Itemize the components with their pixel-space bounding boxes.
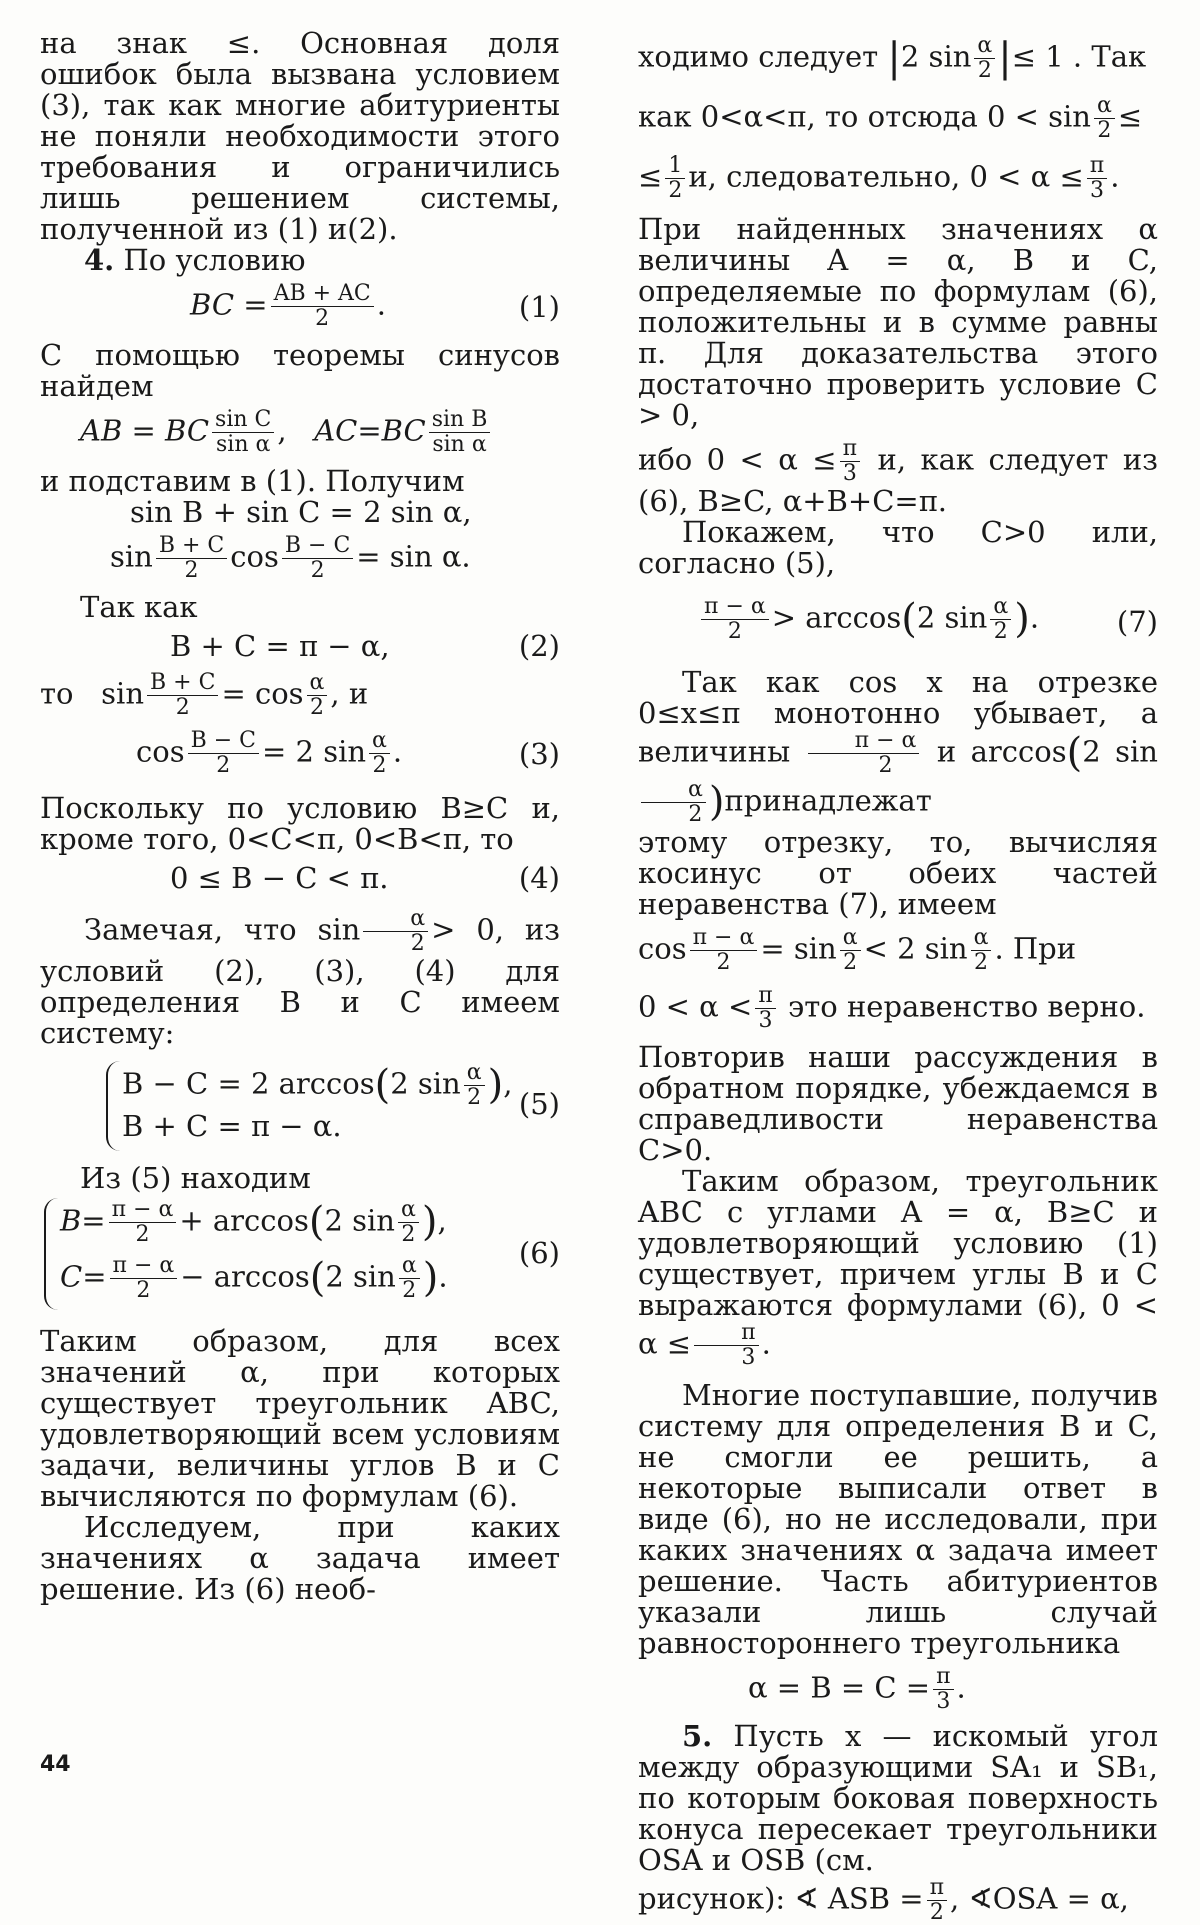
paragraph: С помощью теоремы синусов найдем xyxy=(40,338,560,403)
fraction: $\frac{\alpha}{2}$ xyxy=(363,907,428,956)
inequality-result: ≤ $\frac{1}{2}$ и, следовательно, 0 < α ≤ $\frac{\pi}{3}$ . xyxy=(638,153,1120,203)
equation-1: BC = $\frac{AB + AC}{2}$ . (1) xyxy=(190,281,560,331)
paragraph: этому отрезку, то, вычисляя косинус от обеих частей неравенства (7), имеем xyxy=(638,825,1158,921)
problem-number: 5. xyxy=(682,1719,713,1753)
equation-2: B + C = π − α, (2) xyxy=(170,629,560,663)
paragraph: Исследуем, при каких значениях α задача имеет решение. Из (6) необ- xyxy=(40,1510,560,1606)
fraction: $\frac{\text{sin C}}{\text{sin α}}$ xyxy=(212,408,274,457)
system-5 xyxy=(40,1061,560,1157)
fraction: $\frac{\alpha}{2}$ xyxy=(398,1198,419,1247)
equation-sum-sines: sin B + sin C = 2 sin α, xyxy=(130,495,472,529)
paragraph: Из (5) находим xyxy=(80,1161,311,1195)
paragraph: Замечая, что sin $\frac{\alpha}{2}$ > 0, из условий (2), (3), (4) для определения B и C имеем систему: xyxy=(40,906,560,1050)
system-brace: B − C = 2 arccos(2 sin $\frac{\alpha}{2}$ ), B + C = π − α. xyxy=(106,1061,512,1151)
sine-theorem-equations: AB = BC $\frac{\text{sin C}}{\text{sin α}}$ , AC=BC $\frac{\text{sin B}}{\text{sin α}}$ xyxy=(40,408,560,460)
equation-4: 0 ≤ B − C < π. (4) xyxy=(170,861,560,895)
equation-tag: (2) xyxy=(518,629,560,663)
fraction: $\frac{\alpha}{2}$ xyxy=(990,595,1011,644)
paragraph: Так как cos x на отрезке 0≤x≤π монотонно убывает, а величины $\frac{\pi - \alpha}{2}$ и arccos(2 sin $\frac{\alpha}{2}$ )принадлежат xyxy=(638,665,1158,827)
equilateral-equation: α = B = C = $\frac{\pi}{3}$ . xyxy=(748,1664,966,1714)
cosine-inequality: cos $\frac{\pi - \alpha}{2}$ = sin $\frac{\alpha}{2}$ < 2 sin $\frac{\alpha}{2}$ . При xyxy=(638,925,1077,975)
fraction: $\frac{AB + AC}{2}$ xyxy=(271,282,374,331)
equation-sin-cos: то sin $\frac{B + C}{2}$ = cos $\frac{\alpha}{2}$ , и xyxy=(40,670,369,720)
system-brace: B= $\frac{\pi - \alpha}{2}$ + arccos(2 sin $\frac{\alpha}{2}$ ), C= $\frac{\pi - \alpha}{2}$ − arccos(2 sin $\frac{\alpha}{2}$ ). xyxy=(44,1198,448,1310)
paragraph: Поскольку по условию B≥C и, кроме того, 0<C<π, 0<B<π, то xyxy=(40,791,560,856)
fraction: $\frac{\alpha}{2}$ xyxy=(369,729,390,778)
paragraph: Повторив наши рассуждения в обратном порядке, убеждаемся в справедливости неравенства C>0. xyxy=(638,1040,1158,1167)
fraction: $\frac{\pi - \alpha}{2}$ xyxy=(808,729,920,778)
equation-3: cos $\frac{B - C}{2}$ = 2 sin $\frac{\alpha}{2}$ . (3) xyxy=(136,728,560,778)
fraction: $\frac{\pi}{3}$ xyxy=(694,1321,758,1370)
inequality-7: $\frac{\pi - \alpha}{2}$ > arccos(2 sin $\frac{\alpha}{2}$ ). (7) xyxy=(638,589,1158,659)
paragraph: При найденных значениях α величины A = α, B и C, определяемые по формулам (6), положительны и в сумме равны π. Для доказательства этого достаточно проверить условие C > 0, xyxy=(638,212,1158,432)
fraction: $\frac{\pi}{3}$ xyxy=(755,984,775,1033)
right-column xyxy=(638,28,1158,1925)
problem-number: 4. xyxy=(84,243,115,277)
paragraph: Так как xyxy=(80,590,198,624)
fraction: $\frac{\pi - \alpha}{2}$ xyxy=(110,1254,178,1303)
fraction: $\frac{\text{sin B}}{\text{sin α}}$ xyxy=(429,408,491,457)
paragraph: Таким образом, треугольник ABC с углами A = α, B≥C и удовлетворяющий условию (1) существует, причем углы B и C выражаются формулами (6), 0 < α ≤ $\frac{\pi}{3}$ . xyxy=(638,1164,1159,1370)
equation-product: sin $\frac{B + C}{2}$ cos $\frac{B - C}{2}$ = sin α. xyxy=(110,533,471,583)
paragraph: ибо 0 < α ≤ $\frac{\pi}{3}$ и, как следует из (6), B≥C, α+B+C=π. xyxy=(638,436,1158,518)
fraction: $\frac{\pi - \alpha}{2}$ xyxy=(109,1198,177,1247)
fraction: $\frac{1}{2}$ xyxy=(665,154,685,203)
fraction: $\frac{\alpha}{2}$ xyxy=(464,1061,485,1110)
range-statement: 0 < α < $\frac{\pi}{3}$ это неравенство верно. xyxy=(638,983,1146,1033)
equation-tag: (5) xyxy=(518,1087,560,1121)
equation-tag: (6) xyxy=(518,1236,560,1270)
fraction: $\frac{\alpha}{2}$ xyxy=(307,671,328,720)
equation-tag: (7) xyxy=(1116,605,1158,639)
paragraph: Покажем, что C>0 или, согласно (5), xyxy=(638,515,1158,580)
fraction: $\frac{\alpha}{2}$ xyxy=(974,34,995,83)
paragraph: Многие поступавшие, получив систему для определения B и C, не смогли ее решить, а некоторые выписали ответ в виде (6), но не исследовали, при каких значениях α задача имеет решение. Часть абитуриентов указали лишь случай равностороннего треугольника xyxy=(638,1378,1158,1660)
eq-text: AC=BC xyxy=(314,413,426,448)
paragraph: Таким образом, для всех значений α, при которых существует треугольник ABC, удовлетворяющий всем условиям задачи, величины углов B и C вычисляются по формулам (6). xyxy=(40,1324,560,1513)
left-column xyxy=(40,28,560,1605)
paragraph: и подставим в (1). Получим xyxy=(40,464,465,498)
eq-text: BC = xyxy=(190,287,268,322)
equation-tag: (4) xyxy=(518,861,560,895)
equation-tag: (1) xyxy=(518,290,560,324)
problem-4-intro xyxy=(40,245,560,276)
fraction: $\frac{\alpha}{2}$ xyxy=(399,1254,420,1303)
fraction: $\frac{\pi}{3}$ xyxy=(840,437,860,486)
fraction: $\frac{\pi}{3}$ xyxy=(1087,154,1107,203)
fraction: $\frac{\pi}{2}$ xyxy=(927,1876,947,1925)
fraction: $\frac{\alpha}{2}$ xyxy=(840,926,861,975)
eq-text: AB = BC xyxy=(80,413,210,448)
fraction: $\frac{\alpha}{2}$ xyxy=(641,778,706,827)
page-number: 44 xyxy=(40,1752,71,1777)
paragraph: рисунок): ∢ ASB = $\frac{\pi}{2}$ , ∢OSA = α, xyxy=(638,1875,1129,1925)
fraction: $\frac{\alpha}{2}$ xyxy=(971,926,992,975)
fraction: $\frac{B + C}{2}$ xyxy=(156,534,227,583)
fraction: $\frac{B - C}{2}$ xyxy=(188,729,259,778)
paragraph: на знак ≤. Основная доля ошибок была вызвана условием (3), так как многие абитуриенты не поняли необходимости этого требования и ограничились лишь решением системы, полученной из (1) и(2). xyxy=(40,26,560,246)
equation-tag: (3) xyxy=(518,737,560,771)
fraction: $\frac{\pi}{3}$ xyxy=(933,1665,953,1714)
fraction: $\frac{\pi - \alpha}{2}$ xyxy=(701,595,769,644)
solution-6 xyxy=(40,1198,560,1316)
inequality-abs: ходимо следует |2 sin $\frac{\alpha}{2}$ |≤ 1 . Так xyxy=(638,33,1147,83)
text: По условию xyxy=(114,243,306,277)
fraction: $\frac{B - C}{2}$ xyxy=(282,534,353,583)
fraction: $\frac{\pi - \alpha}{2}$ xyxy=(690,926,758,975)
fraction: $\frac{\alpha}{2}$ xyxy=(1094,94,1115,143)
fraction: $\frac{B + C}{2}$ xyxy=(147,671,218,720)
problem-5: 5. Пусть x — искомый угол между образующими SA₁ и SB₁, по которым боковая поверхность конуса пересекает треугольники OSA и OSB (см. xyxy=(638,1719,1158,1877)
inequality-range: как 0<α<π, то отсюда 0 < sin $\frac{\alpha}{2}$ ≤ xyxy=(638,93,1143,143)
